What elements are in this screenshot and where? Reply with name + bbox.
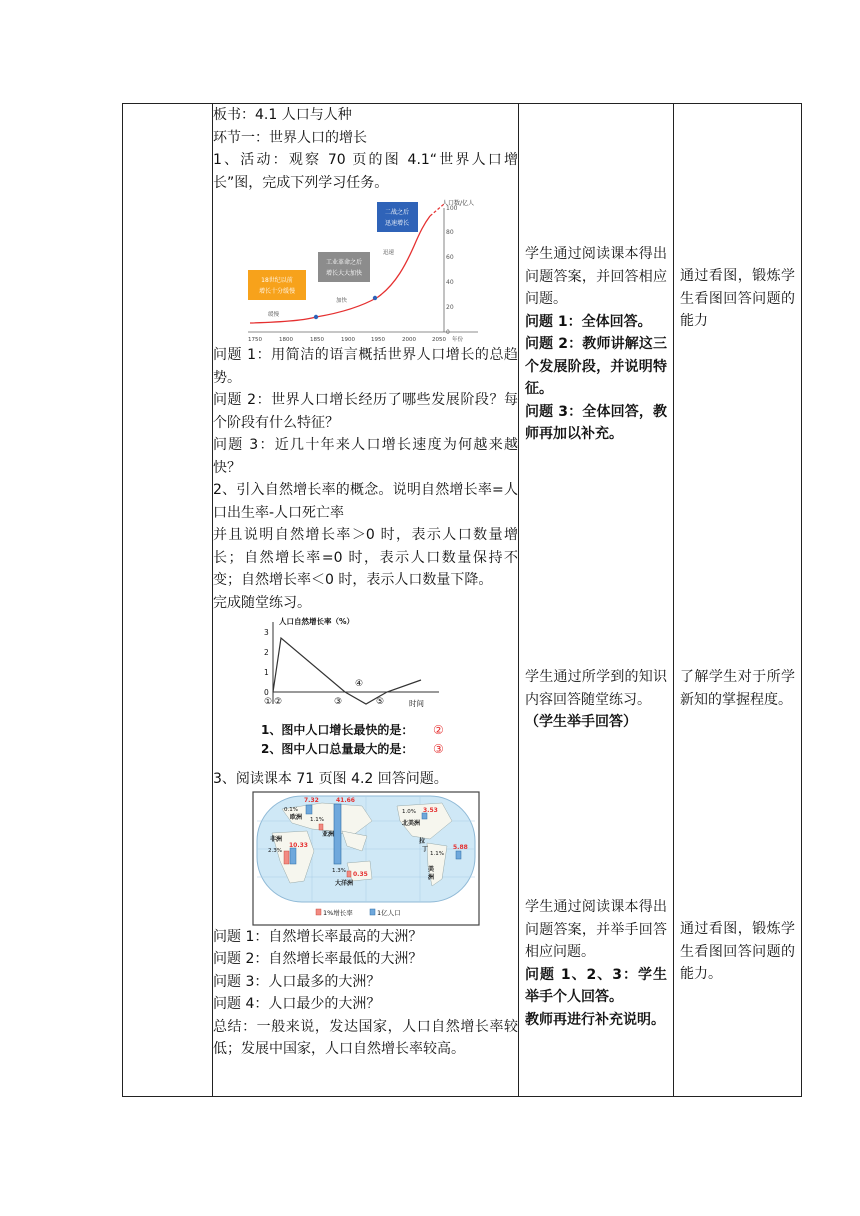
rate-y-tick: 2 xyxy=(263,648,269,657)
legend-pop: 1亿人口 xyxy=(376,908,401,917)
north-america-pop: 3.53 xyxy=(422,806,438,814)
question-2: 问题 2：世界人口增长经历了哪些发展阶段？每个阶段有什么特征？ xyxy=(213,392,518,431)
africa-rate: 2.3% xyxy=(267,847,282,854)
student-block-1-q3: 问题 3：全体回答，教师再加以补充。 xyxy=(525,403,667,442)
asia-pop-bar xyxy=(334,804,341,864)
legend-rate-swatch xyxy=(316,909,321,915)
growth-projection xyxy=(430,204,444,216)
col-student-activity xyxy=(519,104,674,1097)
north-america-rate: 1.0% xyxy=(401,808,416,815)
latin-america-pop: 5.88 xyxy=(452,843,468,851)
col-design-intent xyxy=(674,104,802,1097)
rate-point-label: ② xyxy=(273,697,282,707)
north-america-label: 北美洲 xyxy=(401,819,420,827)
explanation-text: 并且说明自然增长率＞0 时，表示人口数量增长；自然增长率=0 时，表示人口数量保持不变；自然增长率＜0 时，表示人口数量下降。 xyxy=(213,527,518,588)
student-block-2 xyxy=(525,666,667,734)
latin-america-rate: 1.1% xyxy=(429,850,444,857)
lesson-table xyxy=(122,103,802,1097)
rate-y-tick: 3 xyxy=(263,628,269,637)
x-tick: 1800 xyxy=(278,337,293,343)
natural-growth-rate-chart xyxy=(261,614,471,762)
africa-pop: 10.33 xyxy=(288,841,308,849)
question-3: 问题 3：近几十年来人口增长速度为何越来越快？ xyxy=(213,437,518,476)
x-tick: 1950 xyxy=(370,337,385,343)
stage3-line1: 二战之后 xyxy=(384,209,409,216)
student-block-3-note: 教师再进行补充说明。 xyxy=(525,1011,665,1028)
intent-block-1 xyxy=(680,265,795,333)
map-question-3: 问题 3：人口最多的大洲？ xyxy=(213,973,381,990)
asia-label: 亚洲 xyxy=(321,830,334,838)
oceania-pop: 0.35 xyxy=(352,870,368,878)
y-tick: 80 xyxy=(445,229,454,236)
student-block-2-note: （学生举手回答） xyxy=(525,714,637,730)
legend-rate: 1%增长率 xyxy=(322,908,353,917)
stage3-line2: 迅速增长 xyxy=(384,220,409,227)
summary-text: 总结：一般来说，发达国家，人口自然增长率较低；发展中国家，人口自然增长率较高。 xyxy=(213,1018,518,1057)
rate-y-tick: 1 xyxy=(263,668,269,677)
student-block-3-text: 学生通过阅读课本得出问题答案，并举手回答相应问题。 xyxy=(525,899,667,960)
rate-series-line xyxy=(273,638,421,704)
oceania-rate: 1.3% xyxy=(331,867,346,874)
rate-point-label: ① xyxy=(263,697,272,707)
intent-block-2 xyxy=(680,666,795,711)
world-population-map xyxy=(252,791,480,926)
col-empty xyxy=(123,104,213,1097)
map-question-1: 问题 1：自然增长率最高的大洲？ xyxy=(213,928,423,945)
activity-1: 1、活动：观察 70 页的图 4.1“世界人口增长”图，完成下列学习任务。 xyxy=(213,152,518,191)
rate-question-2: 2、图中人口总量最大的是： xyxy=(260,742,413,756)
seg-label-faster: 加快 xyxy=(335,298,347,304)
latin-america-label-2: 丁 xyxy=(421,845,428,853)
stage-dot xyxy=(372,296,376,300)
asia-rate: 1.1% xyxy=(309,816,324,823)
latin-america-label-4: 洲 xyxy=(427,873,434,881)
asia-pop: 41.66 xyxy=(335,796,355,804)
x-tick: 2050 xyxy=(431,337,446,343)
africa-label: 非洲 xyxy=(269,835,282,843)
growth-x-ticks xyxy=(248,335,464,343)
map-question-4: 问题 4：人口最少的大洲？ xyxy=(213,996,381,1012)
concept-text: 2、引入自然增长率的概念。说明自然增长率=人口出生率-人口死亡率 xyxy=(213,482,518,521)
practice-text: 完成随堂练习。 xyxy=(213,594,311,611)
growth-y-ticks xyxy=(446,205,458,336)
stage-dot xyxy=(313,315,317,319)
y-tick: 60 xyxy=(445,254,454,261)
stage1-box xyxy=(248,270,306,300)
y-tick: 0 xyxy=(445,329,450,336)
rate-chart-title: 人口自然增长率（%） xyxy=(278,617,354,626)
rate-x-label: 时间 xyxy=(408,699,424,708)
intent-block-3 xyxy=(680,918,795,986)
x-tick: 1850 xyxy=(309,337,324,343)
rate-point-label: ③ xyxy=(333,697,342,707)
intent-block-1-text: 通过看图，锻炼学生看图回答问题的能力 xyxy=(680,268,795,329)
x-tick: 1900 xyxy=(340,337,355,343)
rate-point-label: ④ xyxy=(354,679,363,689)
board-heading: 板书：4.1 人口与人种 xyxy=(213,107,352,123)
oceania-label: 大洋洲 xyxy=(334,879,353,887)
population-growth-figure xyxy=(246,194,486,344)
y-tick: 20 xyxy=(445,304,454,311)
latin-america-label-3: 美 xyxy=(427,865,434,873)
y-tick: 40 xyxy=(445,279,454,286)
student-block-1-q1: 问题 1：全体回答。 xyxy=(525,313,652,330)
rate-point-label: ⑤ xyxy=(375,697,384,707)
y-tick: 100 xyxy=(445,205,457,212)
growth-y-title: 人口数/亿人 xyxy=(441,200,474,207)
rate-question-1: 1、图中人口增长最快的是： xyxy=(260,723,413,737)
x-tick: 2000 xyxy=(401,337,416,343)
activity-3: 3、阅读课本 71 页图 4.2 回答问题。 xyxy=(213,771,448,787)
student-block-3-q: 问题 1、2、3：学生举手个人回答。 xyxy=(525,966,667,1005)
rate-y-tick: 0 xyxy=(263,688,269,697)
intent-block-3-text: 通过看图，锻炼学生看图回答问题的能力。 xyxy=(680,921,795,982)
map-question-2: 问题 2：自然增长率最低的大洲？ xyxy=(213,951,423,967)
student-block-1-text: 学生通过阅读课本得出问题答案，并回答相应问题。 xyxy=(525,246,667,307)
latin-america-label-1: 拉 xyxy=(418,837,425,845)
europe-label: 欧洲 xyxy=(289,813,302,821)
seg-label-rapid: 迅速 xyxy=(382,250,394,256)
stage2-box xyxy=(318,252,370,282)
stage2-line2: 增长大大加快 xyxy=(325,270,362,277)
student-block-1 xyxy=(525,243,667,446)
intent-block-2-text: 了解学生对于所学新知的掌握程度。 xyxy=(680,669,795,708)
student-block-1-q2: 问题 2：教师讲解这三个发展阶段，并说明特征。 xyxy=(525,336,667,397)
seg-label-slow: 缓慢 xyxy=(267,312,279,318)
col-teaching-process xyxy=(213,104,519,1097)
stage1-line1: 18世纪以前 xyxy=(260,277,293,284)
rate-answer-1: ② xyxy=(432,723,444,737)
stage1-line2: 增长十分缓慢 xyxy=(258,288,295,295)
student-block-2-text: 学生通过所学到的知识内容回答随堂练习。 xyxy=(525,669,667,708)
rate-answer-2: ③ xyxy=(432,742,444,756)
stage2-line1: 工业革命之后 xyxy=(325,259,362,266)
europe-pop: 7.32 xyxy=(303,796,319,804)
x-tick: 1750 xyxy=(247,337,262,343)
x-end-label: 年份 xyxy=(451,337,463,343)
europe-rate: 0.1% xyxy=(283,806,298,813)
legend-pop-swatch xyxy=(370,909,375,915)
student-block-3 xyxy=(525,896,667,1031)
question-1: 问题 1：用简洁的语言概括世界人口增长的总趋势。 xyxy=(213,347,518,386)
stage3-box xyxy=(377,202,418,232)
section-title: 环节一：世界人口的增长 xyxy=(213,129,367,146)
